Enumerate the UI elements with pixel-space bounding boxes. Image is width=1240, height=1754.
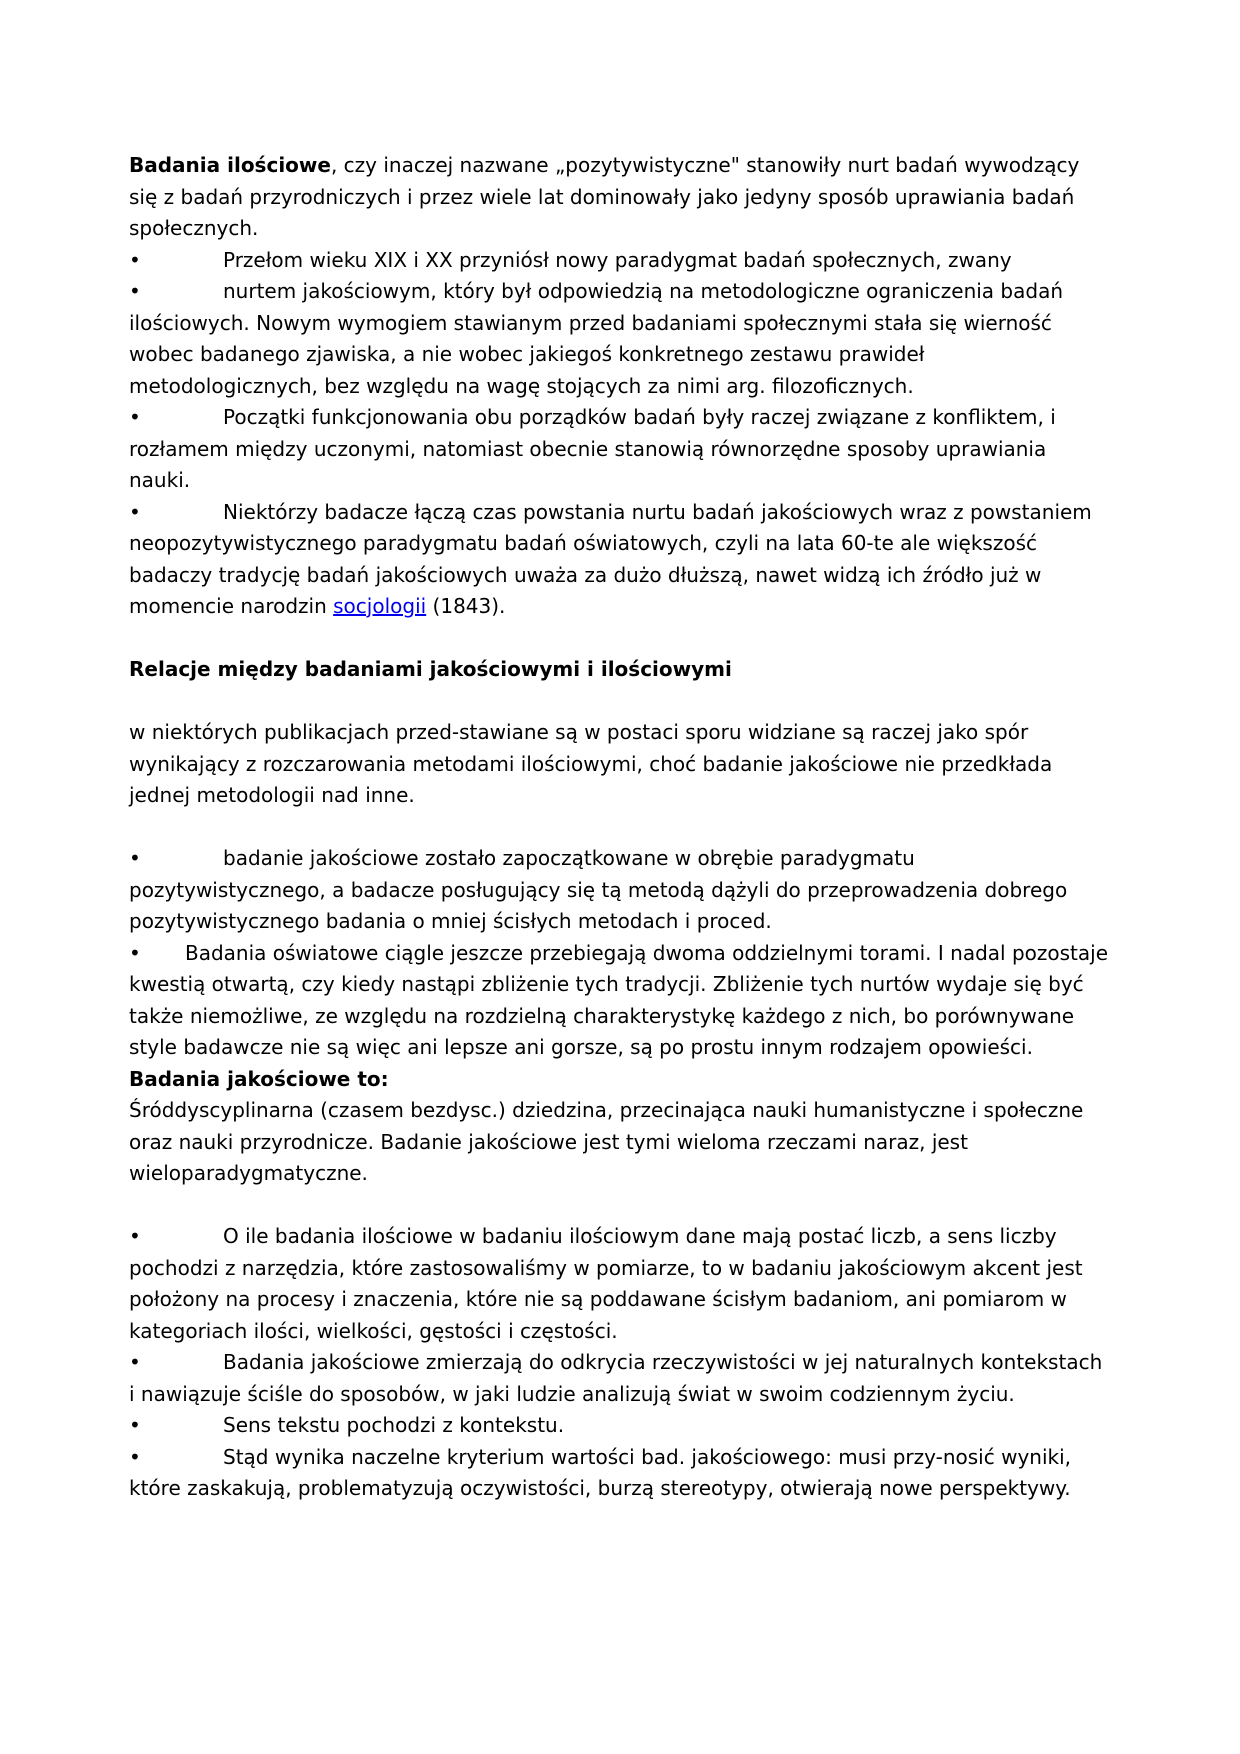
list-item-text: nurtem jakościowym, który był odpowiedzią na metodologiczne ograniczenia badań ilościowych. Nowym wymogiem stawianym przed badaniami społecznymi stała się wierność wobec badanego zjawiska, a nie wobec jakiegoś konkretnego zestawu prawideł metodologicznych, bez względu na wagę stojących za nimi arg. filozoficznych. [129, 279, 1063, 398]
list-item [129, 276, 1109, 402]
heading-relations [129, 654, 1109, 686]
bullet-icon: • [129, 940, 141, 965]
list-item [129, 1347, 1109, 1410]
list-item-text: Niektórzy badacze łączą czas powstania nurtu badań jakościowych wraz z powstaniem neopozytywistycznego paradygmatu badań oświatowych, czyli na lata 60-te ale większość badaczy tradycję badań jakościowych uważa za dużo dłuższą, nawet widzą ich źródło już w momencie narodzin [129, 499, 1092, 618]
bullet-icon: • [129, 405, 141, 429]
list-item [129, 843, 1109, 938]
bullet-icon: • [129, 1444, 141, 1469]
list-item [129, 938, 1109, 1064]
list-item-text: Badania jakościowe zmierzają do odkrycia rzeczywistości w jej naturalnych kontekstach i nawiązuje ściśle do sposobów, w jaki ludzie analizują świat w swoim codziennym życiu. [129, 1350, 1103, 1406]
list-item [129, 402, 1109, 497]
heading-qualitative-text: Badania jakościowe to: [129, 1066, 389, 1091]
spacer [129, 686, 1109, 718]
list-item-text: Badania oświatowe ciągle jeszcze przebiegają dwoma oddzielnymi torami. I nadal pozostaje kwestią otwartą, czy kiedy nastąpi zbliżenie tych tradycji. Zbliżenie tych nurtów wydaje się być także niemożliwe, ze względu na rozdzielną charakterystykę każdego z nich, bo porównywane style badawcze nie są więc ani lepsze ani gorsze, są po prostu innym rodzajem opowieści. [129, 940, 1108, 1059]
spacer [129, 812, 1109, 844]
list-item [129, 1221, 1109, 1347]
list-item-text: Stąd wynika naczelne kryterium wartości bad. jakościowego: musi przy-nosić wyniki, które zaskakują, problematyzują oczywistości, burzą stereotypy, otwierają nowe perspektywy. [129, 1444, 1072, 1500]
list-item [129, 497, 1109, 623]
list-item-text: Początki funkcjonowania obu porządków badań były raczej związane z konfliktem, i rozłamem między uczonymi, natomiast obecnie stanowią równorzędne sposoby uprawiania nauki. [129, 405, 1056, 492]
bullet-icon: • [129, 846, 141, 870]
list-item-text: Przełom wieku XIX i XX przyniósł nowy paradygmat badań społecznych, zwany [223, 247, 1012, 272]
spacer [129, 623, 1109, 655]
list-item-text: O ile badania ilościowe w badaniu ilościowym dane mają postać liczb, a sens liczby pochodzi z narzędzia, które zastosowaliśmy w pomiarze, to w badaniu jakościowym akcent jest położony na procesy i znaczenia, które nie są poddawane ścisłym badaniom, ani pomiarom w kategoriach ilości, wielkości, gęstości i częstości. [129, 1224, 1083, 1343]
intro-text: , czy inaczej nazwane „pozytywistyczne" stanowiły nurt badań wywodzący się z badań przyrodniczych i przez wiele lat dominowały jako jedyny sposób uprawiania badań społecznych. [129, 153, 1080, 240]
intro-paragraph [129, 150, 1109, 245]
qualitative-paragraph: Śróddyscyplinarna (czasem bezdysc.) dziedzina, przecinająca nauki humanistyczne i społeczne oraz nauki przyrodnicze. Badanie jakościowe jest tymi wieloma rzeczami naraz, jest wieloparadygmatyczne. [129, 1098, 1084, 1185]
socjologii-link[interactable]: socjologii [333, 594, 427, 618]
list-item-text: badanie jakościowe zostało zapoczątkowane w obrębie paradygmatu pozytywistycznego, a badacze posługujący się tą metodą dążyli do przeprowadzenia dobrego pozytywistycznego badania o mniej ścisłych metodach i proced. [129, 846, 1068, 933]
intro-bold: Badania ilościowe [129, 153, 331, 177]
list-item-text: Sens tekstu pochodzi z kontekstu. [223, 1413, 565, 1437]
bullet-icon: • [129, 1413, 141, 1437]
document-page [129, 150, 1109, 1505]
list-item [129, 1442, 1109, 1505]
bullet-icon: • [129, 1224, 141, 1248]
bullet-icon: • [129, 1350, 141, 1374]
relations-paragraph: w niektórych publikacjach przed-stawiane są w postaci sporu widziane są raczej jako spór wynikający z rozczarowania metodami ilościowymi, choć badanie jakościowe nie przedkłada jednej metodologii nad inne. [129, 720, 1053, 807]
heading-qualitative [129, 1064, 1109, 1096]
heading-relations-text: Relacje między badaniami jakościowymi i ilościowymi [129, 657, 732, 681]
list-item [129, 1410, 1109, 1442]
bullet-icon: • [129, 279, 141, 303]
spacer [129, 1190, 1109, 1222]
list-item [129, 245, 1109, 277]
bullet-icon: • [129, 247, 141, 272]
list-item-text-end: (1843). [426, 594, 506, 618]
bullet-icon: • [129, 499, 141, 524]
